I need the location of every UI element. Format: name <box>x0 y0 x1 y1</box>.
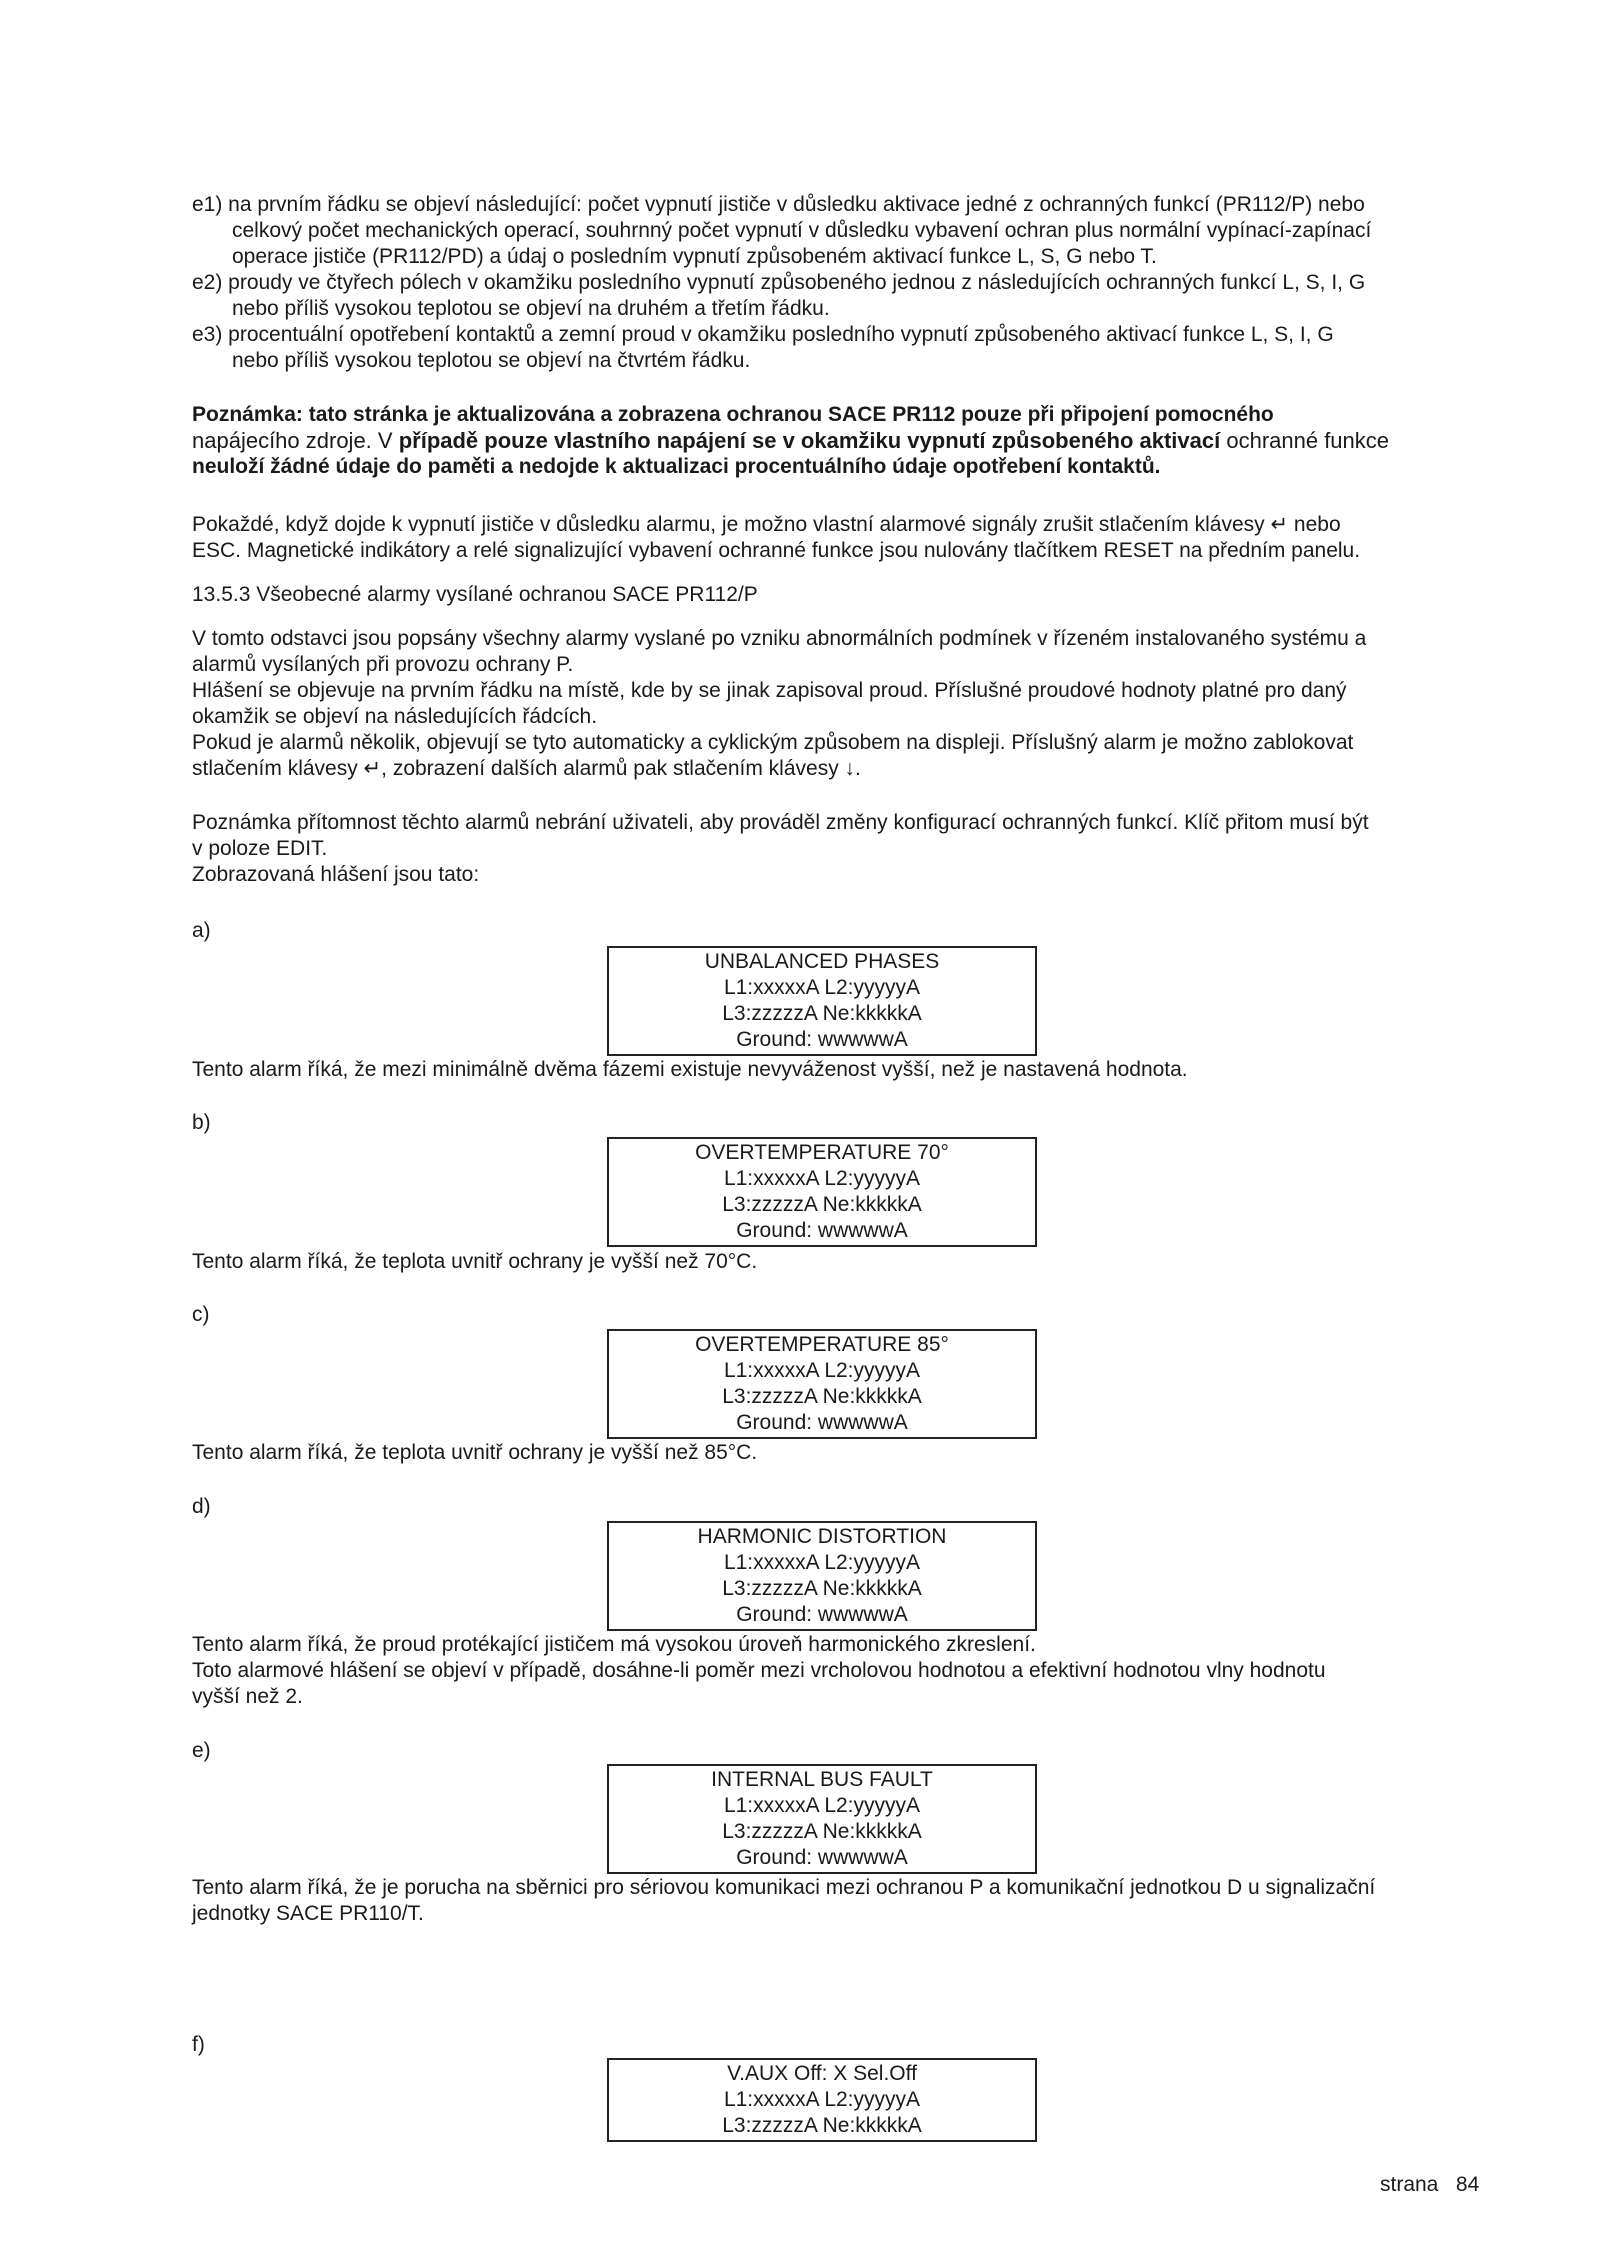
alarm-label: f) <box>192 2033 205 2056</box>
paragraph-line: Pokud je alarmů několik, objevují se tyto automaticky a cyklickým způsobem na displeji. Příslušný alarm je možno zablokovat <box>192 731 1354 754</box>
caption-line: jednotky SACE PR110/T. <box>192 1902 424 1925</box>
paragraph-line: V tomto odstavci jsou popsány všechny alarmy vyslané po vzniku abnormálních podmínek v řízeném instalovaného systému a <box>192 627 1367 650</box>
alarm-display-box <box>607 1329 1037 1439</box>
display-line: L3:zzzzzA Ne:kkkkkA <box>722 1820 922 1843</box>
note-text: ochranné funkce <box>1220 428 1390 453</box>
display-line: L1:xxxxxA L2:yyyyyA <box>723 1794 921 1817</box>
reset-paragraph <box>192 512 1492 564</box>
display-line: L3:zzzzzA Ne:kkkkkA <box>722 1193 922 1216</box>
note-line: Poznámka: tato stránka je aktualizována a zobrazena ochranou SACE PR112 pouze při připojení pomocného <box>192 403 1274 426</box>
list-item-e2 <box>192 270 1492 322</box>
section-heading: 13.5.3 Všeobecné alarmy vysílané ochranou SACE PR112/P <box>192 583 758 606</box>
paragraph-line: stlačením klávesy ↵, zobrazení dalších alarmů pak stlačením klávesy ↓. <box>192 757 861 780</box>
alarm-label: c) <box>192 1303 210 1326</box>
paragraph-line: alarmů vysílaných při provozu ochrany P. <box>192 653 574 676</box>
list-item-text: e2) proudy ve čtyřech pólech v okamžiku posledního vypnutí způsobeného jednou z následujících ochranných funkcí L, S, I, G <box>192 271 1366 294</box>
list-item-e3 <box>192 322 1492 374</box>
alarm-label: b) <box>192 1111 211 1134</box>
display-line: L1:xxxxxA L2:yyyyyA <box>723 2088 921 2111</box>
note-block <box>192 402 1502 480</box>
alarm-caption <box>192 1632 1512 1710</box>
display-line: Ground: wwwwwA <box>736 1028 908 1051</box>
caption-line: Tento alarm říká, že teplota uvnitř ochrany je vyšší než 70°C. <box>192 1250 758 1273</box>
display-line: OVERTEMPERATURE 85° <box>695 1333 949 1356</box>
alarm-display-box <box>607 1764 1037 1874</box>
edit-paragraph <box>192 810 1492 888</box>
list-item-text: nebo příliš vysokou teplotou se objeví na druhém a třetím řádku. <box>232 297 830 320</box>
alarm-label: a) <box>192 919 211 942</box>
intro-paragraph <box>192 626 1492 782</box>
list-item-text: operace jističe (PR112/PD) a údaj o posledním vypnutí způsobeném aktivací funkce L, S, G nebo T. <box>232 245 1157 268</box>
caption-line: Tento alarm říká, že mezi minimálně dvěma fázemi existuje nevyváženost vyšší, než je nastavená hodnota. <box>192 1058 1188 1081</box>
alarm-display-box <box>607 2058 1037 2142</box>
display-line: L3:zzzzzA Ne:kkkkkA <box>722 1577 922 1600</box>
display-line: L1:xxxxxA L2:yyyyyA <box>723 1359 921 1382</box>
note-line: neuloží žádné údaje do paměti a nedojde k aktualizaci procentuálního údaje opotřebení kontaktů. <box>192 455 1161 478</box>
alarm-caption <box>192 1249 1512 1275</box>
display-line: L3:zzzzzA Ne:kkkkkA <box>722 1385 922 1408</box>
display-line: UNBALANCED PHASES <box>704 950 940 973</box>
caption-line: vyšší než 2. <box>192 1685 303 1708</box>
alarm-label: e) <box>192 1739 211 1762</box>
paragraph-line: Zobrazovaná hlášení jsou tato: <box>192 863 480 886</box>
display-line: L1:xxxxxA L2:yyyyyA <box>723 976 921 999</box>
paragraph-line: v poloze EDIT. <box>192 837 328 860</box>
alarm-display-box <box>607 1521 1037 1631</box>
list-item-text: nebo příliš vysokou teplotou se objeví na čtvrtém řádku. <box>232 349 751 372</box>
display-line: INTERNAL BUS FAULT <box>711 1768 933 1791</box>
display-line: Ground: wwwwwA <box>736 1219 908 1242</box>
paragraph-line: ESC. Magnetické indikátory a relé signalizující vybavení ochranné funkce jsou nulovány tlačítkem RESET na předním panelu. <box>192 539 1361 562</box>
list-item-text: celkový počet mechanických operací, souhrnný počet vypnutí v důsledku vybavení ochran plus normální vypínací-zapínací <box>232 219 1372 242</box>
display-line: L1:xxxxxA L2:yyyyyA <box>723 1167 921 1190</box>
paragraph-line: okamžik se objeví na následujících řádcích. <box>192 705 598 728</box>
page-footer <box>1380 2172 1479 2198</box>
list-item-e1 <box>192 192 1492 270</box>
alarm-caption <box>192 1440 1512 1466</box>
caption-line: Tento alarm říká, že proud protékající jističem má vysokou úroveň harmonického zkreslení. <box>192 1633 1036 1656</box>
caption-line: Tento alarm říká, že je porucha na sběrnici pro sériovou komunikaci mezi ochranou P a komunikační jednotkou D u signalizační <box>192 1876 1376 1899</box>
note-text: napájecího zdroje. V <box>192 428 399 453</box>
alarm-label: d) <box>192 1495 211 1518</box>
display-line: L3:zzzzzA Ne:kkkkkA <box>722 2114 922 2137</box>
list-item-text: e1) na prvním řádku se objeví následující: počet vypnutí jističe v důsledku aktivace jedné z ochranných funkcí (PR112/P) nebo <box>192 193 1365 216</box>
alarm-caption <box>192 1875 1512 1927</box>
page-number: 84 <box>1455 2173 1480 2196</box>
display-line: Ground: wwwwwA <box>736 1846 908 1869</box>
paragraph-line: Hlášení se objevuje na prvním řádku na místě, kde by se jinak zapisoval proud. Příslušné proudové hodnoty platné pro daný <box>192 679 1347 702</box>
caption-line: Tento alarm říká, že teplota uvnitř ochrany je vyšší než 85°C. <box>192 1441 758 1464</box>
list-item-text: e3) procentuální opotřebení kontaktů a zemní proud v okamžiku posledního vypnutí způsobeného aktivací funkce L, S, I, G <box>192 323 1334 346</box>
paragraph-line: Poznámka přítomnost těchto alarmů nebrání uživateli, aby prováděl změny konfigurací ochranných funkcí. Klíč přitom musí být <box>192 811 1369 834</box>
display-line: HARMONIC DISTORTION <box>697 1525 947 1548</box>
display-line: L3:zzzzzA Ne:kkkkkA <box>722 1002 922 1025</box>
note-line <box>192 428 1502 454</box>
display-line: Ground: wwwwwA <box>736 1411 908 1434</box>
alarm-display-box <box>607 946 1037 1056</box>
alarm-display-box <box>607 1137 1037 1247</box>
paragraph-line: Pokaždé, když dojde k vypnutí jističe v důsledku alarmu, je možno vlastní alarmové signály zrušit stlačením klávesy ↵ nebo <box>192 513 1341 536</box>
note-bold-text: případě pouze vlastního napájení se v okamžiku vypnutí způsobeného aktivací <box>398 428 1221 453</box>
alarm-caption <box>192 1057 1512 1083</box>
display-line: Ground: wwwwwA <box>736 1603 908 1626</box>
caption-line: Toto alarmové hlášení se objeví v případě, dosáhne-li poměr mezi vrcholovou hodnotou a efektivní hodnotou vlny hodnotu <box>192 1659 1326 1682</box>
display-line: OVERTEMPERATURE 70° <box>695 1141 949 1164</box>
display-line: V.AUX Off: X Sel.Off <box>727 2062 917 2085</box>
display-line: L1:xxxxxA L2:yyyyyA <box>723 1551 921 1574</box>
footer-label: strana <box>1380 2173 1439 2196</box>
